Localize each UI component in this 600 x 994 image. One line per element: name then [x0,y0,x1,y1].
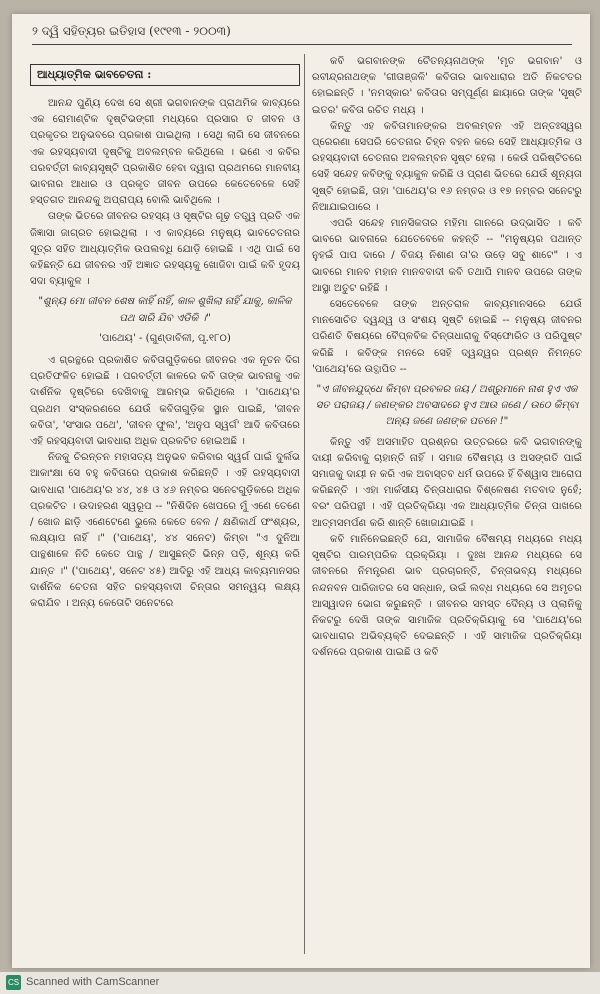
section-heading: ଆଧ୍ୟାତ୍ମିକ ଭାବଚେତନା : [30,64,300,86]
left-column [30,54,300,959]
paragraph: ଏପରି ସନ୍ଦେହ ମାନସିକତାର ମହିମା ଗାନରେ ଉଦ୍ଭାସିତ । କବି ଭାବରେ ଭାବନାରେ ଯେତେବେଳେ କହନ୍ତି -- "ମନୁଷ୍ୟର ପଥାନ୍ତ ନୁହଇଁ ପାପ ଦାରେ / ବିଜୟ ନିଶାଣ ତା'ର ଉଡ଼େ ସବୁ ଶାଟେ" । ଏ ଭାବରେ ମାନବ ମହାନ ମାନବବାଦୀ କବି ତଥାପି ମାନବ ଉପରେ ତାଙ୍କ ଆସ୍ଥା ଅତୁଟ ରହିଛି । [312,218,582,294]
paragraph: ଆନନ୍ଦ ପୁଣ୍ୟି ଦେଖ ସେ ଶ୍ରୀ ଭଗବାନଙ୍କ ପ୍ରାଥମିକ କାବ୍ୟରେ ଏକ ରୋମାଣ୍ଟିକ ଦୃଷ୍ଟିଭଙ୍ଗୀ ମଧ୍ୟରେ ପ୍ରସାର ତ ଜୀବନ ଓ ପ୍ରକୃତର ଅନୁଭବରେ ପ୍ରକାଶ ପାଇଥିଲା । ସେଥି ଲାଗି ସେ ଜୀବନରେ ଏକ ରହସ୍ୟବାଦୀ ଦୃଷ୍ଟିକୁ ଅବଲମ୍ବନ କରିଥିଲେ । ଭଣେ ଏ କବିର ପରବର୍ତ୍ତୀ କାବ୍ୟସୃଷ୍ଟି ପ୍ରକାଶିତ ହେବା ଦ୍ୱାରା ପ୍ରଥମରେ ମାନବୀୟ ଭାବନାର ଆଧାର ଓ ପ୍ରକୃତ ଜୀବନ ଉପରେ କେତେବେଳେ ସେହି ହସ୍ତଗତ ଆନନ୍ଦକୁ ଅପ୍ରାପ୍ୟ ବୋଲି ଭାବିଥିଲେ । [30,98,300,207]
quote-citation: 'ପାଥେୟ' - (ଗୁଣ୍ଡାବିଳୀ, ପୃ.୧୮୦) [99,332,231,344]
paragraph: ସେତେବେଳେ ତାଙ୍କ ଅନ୍ତରାଳ କାବ୍ୟମାନସରେ ଯେଉଁ ମାନସୋଚିତ ଦ୍ୱନ୍ଦ୍ୱ ଓ ସଂଶୟ ସୃଷ୍ଟି ହୋଇଛି -- ମନୁଷ୍ୟ ଜୀବନର ପରିଣତି ବିଷୟରେ ବୈପ୍ଳବିକ ଚିନ୍ତାଧାରାକୁ ବିସ୍ଫୋରିତ ଓ ପରିପୁଷ୍ଟ କରିଛି । କବିଙ୍କ ମନରେ ସେହି ଦ୍ୱନ୍ଦ୍ୱର ପ୍ରଶ୍ନ ନିମନ୍ତେ 'ପାଥେୟ'ରେ ଉତ୍ଥାପିତ -- [312,299,582,375]
scanner-watermark-text: Scanned with CamScanner [26,976,160,988]
column-divider [304,54,305,954]
paragraph: କିନ୍ତୁ ଏହି ଅସମାହିତ ପ୍ରଶ୍ନର ଉତ୍ତରରେ କବି ଭଗବାନଙ୍କୁ ଦାୟୀ କରିବାକୁ ଚାହାନ୍ତି ନାହିଁ । ସମାଜ ବୈଷମ୍ୟ ଓ ଅସଙ୍ଗତି ପାଇଁ ସମାଜକୁ ଦାୟୀ ନ କରି ଏକ ଅବାସ୍ତବ ଧର୍ମ ଉପରେ ହିଁ ବିଶ୍ୱାସ ଆରୋପ କରିଛନ୍ତି । ଏହା ମାର୍କସୀୟ ଚିନ୍ତାଧାରାର ବିଶ୍ଳେଷଣ ମତବାଦ ନୁହେଁ; ବରଂ ପରିପନ୍ଥୀ । ଏହି ପ୍ରତିକ୍ରିୟା ଏକ ଆଧ୍ୟାତ୍ମିକ ଚିନ୍ତା ପାଖରେ ଆତ୍ମସମର୍ପଣ କରି ଶାନ୍ତି ଖୋଜାଯାଇଛି । [312,436,582,529]
paragraph: ଏ ଗ୍ରନ୍ଥରେ ପ୍ରକାଶିତ କବିତାଗୁଡ଼ିକରେ ଜୀବନର ଏକ ନୂତନ ଦିଗ ପ୍ରତିଫଳିତ ହୋଇଛି । ପରବର୍ତ୍ତୀ କାଳରେ କବି ତାଙ୍କ ଭାବନାକୁ ଏକ ଦାର୍ଶନିକ ଦୃଷ୍ଟିରେ ଦେଖିବାକୁ ଆରମ୍ଭ କରିଥିଲେ । 'ପାଥେୟ'ର ପ୍ରଥମ ସଂସ୍କରଣରେ ଯେଉଁ କବିତାଗୁଡ଼ିକ ସ୍ଥାନ ପାଇଛି, 'ଜୀବନ କବିତା', 'ସଂସାର ପଥେ', 'ଜୀବନ ଫୁଲ', 'ଅନୁପ ସ୍ୱର୍ଗ' ଆଦି କବିତାରେ ଏହି ରହସ୍ୟବାଦୀ ଭାବଧାରା ଅଧିକ ପ୍ରକଟିତ ହୋଇଅଛି । [30,355,300,448]
paragraph: ନିଜକୁ ଚିରନ୍ତନ ମହାସତ୍ୟ ଅନୁଭବ କରିବାର ସ୍ୱର୍ଗ ପାଇଁ ଦୁର୍ଲଭ ଆକାଂକ୍ଷା ସେ ବହୁ କବିତାରେ ପ୍ରକାଶ କରିଛନ୍ତି । ଏହି ରହସ୍ୟବାଦୀ ଭାବଧାରା 'ପାଥେୟ'ର ୪୪, ୪୫ ଓ ୪୬ ନମ୍ବର ସନେଟଗୁଡ଼ିକରେ ଅଧିକ ପ୍ରକଟିତ । ଉଦାହରଣ ସ୍ୱରୂପ -- "ନିଶିଦିନ ଖେପରେ ମୁଁ ଏଣେ ତେଣେ / ଖୋଜ ଛାଡ଼ି ଏଣେଟେଣେ ଭୁଲେ କେତେ ବେଳ / କ୍ଷଣିକାର୍ଥ ଫଂଶ୍ୟର, ଲକ୍ଷ୍ୟାପ ନାହିଁ ।" ('ପାଥେୟ', ୪୪ ସନେଟ) କିମ୍ବା "ଏ ଦୁନିଆ ପାନ୍ଥଶାଳେ ନିତି କେତେ ପାନ୍ଥ / ଆସୁଛନ୍ତି ଭିନ୍ନ ପଡ଼ି, ଶୂନ୍ୟ କରି ଯାନ୍ତ ।" ('ପାଥେୟ', ସନେଟ ୪୫) ଆଦିରୁ ଏହି ଆଧ୍ୟ କାବ୍ୟମାନସର ଦାର୍ଶନିକ ଚେତନା ସହିତ ରହସ୍ୟବାଦୀ ଚିନ୍ତାର ସମନ୍ୱୟ ଲକ୍ଷ୍ୟ କରାଯିବ । ଅନ୍ୟ କେତୋଟି ସନେଟରେ [30,452,300,610]
camscanner-icon: CS [6,975,21,990]
scanner-footer [0,972,600,994]
verse-quote: "ଶୁନ୍ୟ ମୋ ଜୀବନ ଶେଷ କାହିଁ ନାହିଁ, କାଳ ଶୁଖିଲା ନାହିଁ ଯାକୁ, କାଳିକ ପଥ ସାରି ଯିବ ଏଡିକି ।" [38,296,292,324]
paragraph: କବି ଭଗବାନଙ୍କ ଚୈତନ୍ୟନାଥଙ୍କ 'ମୃତ ଭଗବାନ' ଓ ରବୀନ୍ଦ୍ରନାଥଙ୍କ 'ଗୀତାଞ୍ଜଳି' କବିତାର ଭାବଧାରାର ଅତି ନିକଟତର ହୋଇଛନ୍ତି । 'ନମସ୍କାର' କବିତାର ସମ୍ପୂର୍ଣ୍ଣ ଛାୟାରେ ତାଙ୍କ 'ସୃଷ୍ଟି ଇତର' କବିତା ରଚିତ ମଧ୍ୟ । [312,56,582,116]
paragraph: ତାଙ୍କ ଭିତରେ ଜୀବନର ରହସ୍ୟ ଓ ସୃଷ୍ଟିର ଗୂଢ଼ ତତ୍ତ୍ୱ ପ୍ରତି ଏକ ଜିଜ୍ଞାସା ଜାଗ୍ରତ ହୋଇଥିଲା । ଏ କାବ୍ୟରେ ମନୁଷ୍ୟ ଭାବଚେତନାର ସୂତ୍ର ସହିତ ଆଧ୍ୟାତ୍ମିକ ଉପଲବ୍ଧି ଯୋଡ଼ି ହୋଇଛି । ଏଥି ପାଇଁ ସେ କହିଛନ୍ତି ଯେ ଜୀବନର ଏହି ଅଜ୍ଞାତ ରହସ୍ୟକୁ ଖୋଜିବା ପାଇଁ କବି ହୃଦୟ ସଦା ବ୍ୟାକୁଳ । [30,211,300,288]
running-head: ୨ ଦ୍ୱି ସହିତ୍ୟର ଇତିହାସ (୧୯୧୩ - ୨୦୦୩) [32,24,231,38]
header-rule [32,44,572,45]
scanned-page [12,14,590,968]
paragraph: କବି ମାନିନେଇଛନ୍ତି ଯେ, ସାମାଜିକ ବୈଷମ୍ୟ ମଧ୍ୟରେ ମଧ୍ୟ ସୃଷ୍ଟିର ପାରମ୍ପରିକ ପ୍ରକ୍ରିୟା । ଦୁଃଖ ଆନନ୍ଦ ମଧ୍ୟରେ ସେ ଜୀବନରେ ନିମନ୍ତ୍ରଣ ଭାବ ପ୍ରଚାରନ୍ତି, ଚିନ୍ତାଭବ୍ୟ ମଧ୍ୟରେ ନନ୍ଦନବନ ପାରିଜାତର ସେ ସନ୍ଧାନ, ଉଇଁ ଲବ୍ଧ ମଧ୍ୟରେ ସେ ଅମୃତର ଆସ୍ୱାଦନ ଭୋଗ କରୁଛନ୍ତି । ଜୀବନର ସମସ୍ତ ଦୈନ୍ୟ ଓ ପ୍ଲାନିକୁ ନିକଟରୁ ଦେଖି ତାଙ୍କ ସାମାଜିକ ପ୍ରତିକ୍ରିୟାକୁ ସେ 'ପାଥେୟ'ରେ ଭାବଧାରାର ଅଭିବ୍ୟକ୍ତି ଦେଇଛନ୍ତି । ଏହି ସାମାଜିକ ପ୍ରତିକ୍ରିୟା ଦର୍ଶନରେ ପ୍ରକାଶ ପାଇଛି ଓ କବି [312,533,582,659]
paragraph: କିନ୍ତୁ ଏହ କବିତାମାନଙ୍କର ଅବଲମ୍ବନ ଏହି ଅନ୍ତଃସ୍ୱର ପ୍ରେରଣା ସେପରି ଚେତନାର ଚିହ୍ନ ବହନ କରେ ସେହି ଆଧ୍ୟାତ୍ମିକ ଓ ରହସ୍ୟବାଦୀ ଚେତନାର ଅବଲମ୍ବନ ସୃଷ୍ଟ ହେଲା । କେଉଁ ପରିଷ୍ଟିତରେ ସେହି ସନ୍ଦେହ କବିଙ୍କୁ ବ୍ୟାକୁଳ କରିଛି ଓ ପ୍ରାଣ ଭିତରେ ଯେଉଁ ଶୂନ୍ୟତା ସୃଷ୍ଟି ହୋଇଛି, ତାହା 'ପାଥେୟ'ର ୧୬ ନମ୍ବର ଓ ୧୭ ନମ୍ବର ସନେଟରୁ ନିଆଯାଇପାରେ । [312,120,582,213]
right-column [312,54,582,959]
verse-quote: "ଏ ଜୀବନଯୁଦ୍ଧେ କିମ୍ବା ପ୍ରବଳର ଜୟ / ଅଶ୍ରୁମାନେ ନାଶ ହୁଏ ଏକ ସତ ପରାଜୟ / ଜଣଙ୍କର ଅବସାଦରେ ହୁଏ ଆଉ ଜଣେ / ଉଠେ କିମ୍ବା ଅନ୍ୟ ଜଣେ ଜଣଙ୍କ ପତନେ !" [315,384,579,428]
